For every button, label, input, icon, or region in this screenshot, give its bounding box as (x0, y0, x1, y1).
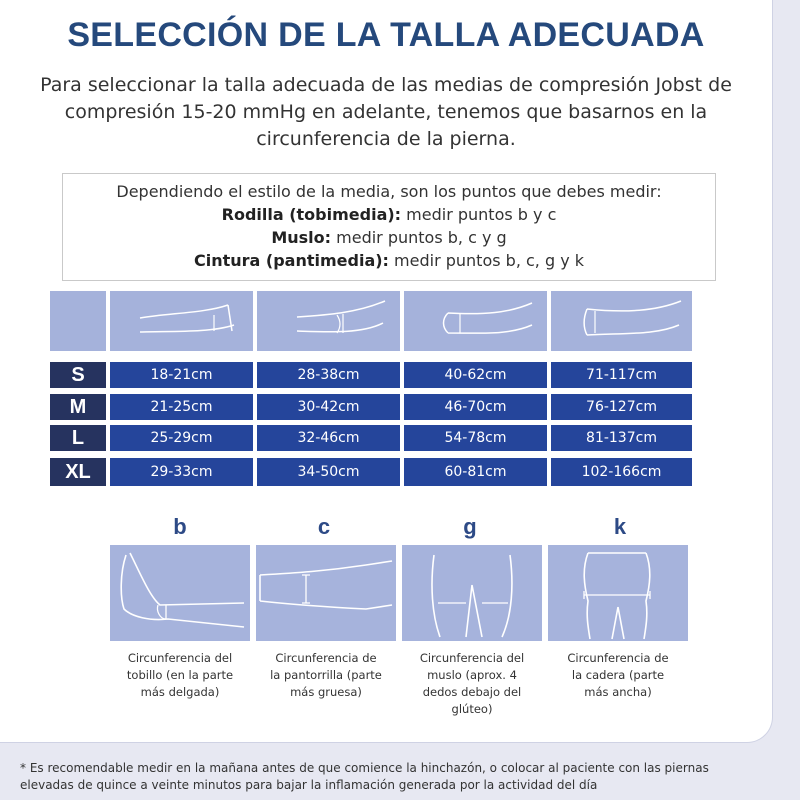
hip-diagram-icon (548, 545, 688, 641)
style-row-knee (63, 203, 715, 226)
caption-line: tobillo (en la parte (126, 668, 234, 682)
size-label-l: L (50, 425, 106, 451)
thigh-diagram-icon (402, 545, 542, 641)
point-letter-k: k (613, 514, 627, 539)
point-letter-c: c (317, 514, 331, 539)
point-letter-b: b (173, 514, 187, 539)
measurement-cell: 60-81cm (404, 458, 547, 486)
style-text: medir puntos b y c (401, 205, 557, 224)
measurement-cell: 25-29cm (110, 425, 253, 451)
caption-line: la cadera (parte (571, 668, 665, 682)
caption-line: dedos debajo del (422, 685, 522, 699)
measurement-cell: 76-127cm (551, 394, 692, 420)
leg-thigh-icon (404, 291, 547, 351)
size-label-s: S (50, 362, 106, 388)
caption-line: glúteo) (451, 702, 493, 716)
measurement-cell: 54-78cm (404, 425, 547, 451)
measurement-cell: 21-25cm (110, 394, 253, 420)
measurement-cell: 71-117cm (551, 362, 692, 388)
intro-line: compresión 15-20 mmHg en adelante, tenemos que basarnos en la (64, 101, 708, 123)
caption-line: muslo (aprox. 4 (427, 668, 517, 682)
measurement-cell: 81-137cm (551, 425, 692, 451)
styles-box-intro: Dependiendo el estilo de la media, son los puntos que debes medir: (116, 182, 662, 201)
intro-line: circunferencia de la pierna. (256, 128, 516, 150)
caption-line: Circunferencia del (419, 651, 525, 665)
leg-calf-icon (257, 291, 400, 351)
intro-paragraph (16, 72, 756, 153)
measurement-cell: 40-62cm (404, 362, 547, 388)
page-title: SELECCIÓN DE LA TALLA ADECUADA (67, 16, 705, 54)
footnote-line: elevadas de quince a veinte minutos para bajar la inflamación generada por la actividad del día (20, 778, 598, 792)
point-caption-b (105, 650, 255, 701)
caption-line: más delgada) (140, 685, 220, 699)
footnote-line: * Es recomendable medir en la mañana antes de que comience la hinchazón, o colocar al paciente con las piernas (20, 761, 709, 775)
calf-diagram-icon (256, 545, 396, 641)
measurement-cell: 32-46cm (257, 425, 400, 451)
caption-line: Circunferencia del (127, 651, 233, 665)
caption-line: más gruesa) (290, 685, 362, 699)
point-caption-k (543, 650, 693, 701)
style-text: medir puntos b, c, g y k (388, 251, 585, 270)
size-label-m: M (50, 394, 106, 420)
style-label: Muslo: (271, 228, 332, 247)
measurement-styles-box (62, 173, 716, 281)
ankle-diagram-icon (110, 545, 250, 641)
caption-line: Circunferencia de (567, 651, 669, 665)
intro-line: Para seleccionar la talla adecuada de las medias de compresión Jobst de (40, 74, 732, 96)
measurement-cell: 29-33cm (110, 458, 253, 486)
style-label: Rodilla (tobimedia): (221, 205, 402, 224)
point-caption-c (251, 650, 401, 701)
measurement-cell: 18-21cm (110, 362, 253, 388)
caption-line: la pantorrilla (parte (270, 668, 382, 682)
footnote (20, 760, 790, 794)
style-text: medir puntos b, c y g (331, 228, 507, 247)
measurement-cell: 34-50cm (257, 458, 400, 486)
measurement-cell: 30-42cm (257, 394, 400, 420)
size-header-blank (50, 291, 106, 351)
size-label-xl: XL (50, 458, 106, 486)
style-row-waist (63, 249, 715, 272)
caption-line: más ancha) (584, 685, 652, 699)
measurement-cell: 46-70cm (404, 394, 547, 420)
style-label: Cintura (pantimedia): (193, 251, 389, 270)
caption-line: Circunferencia de (275, 651, 377, 665)
leg-ankle-icon (110, 291, 253, 351)
measurement-cell: 28-38cm (257, 362, 400, 388)
measurement-cell: 102-166cm (551, 458, 692, 486)
point-caption-g (397, 650, 547, 718)
leg-hip-icon (551, 291, 692, 351)
style-row-thigh (63, 226, 715, 249)
point-letter-g: g (463, 514, 477, 539)
